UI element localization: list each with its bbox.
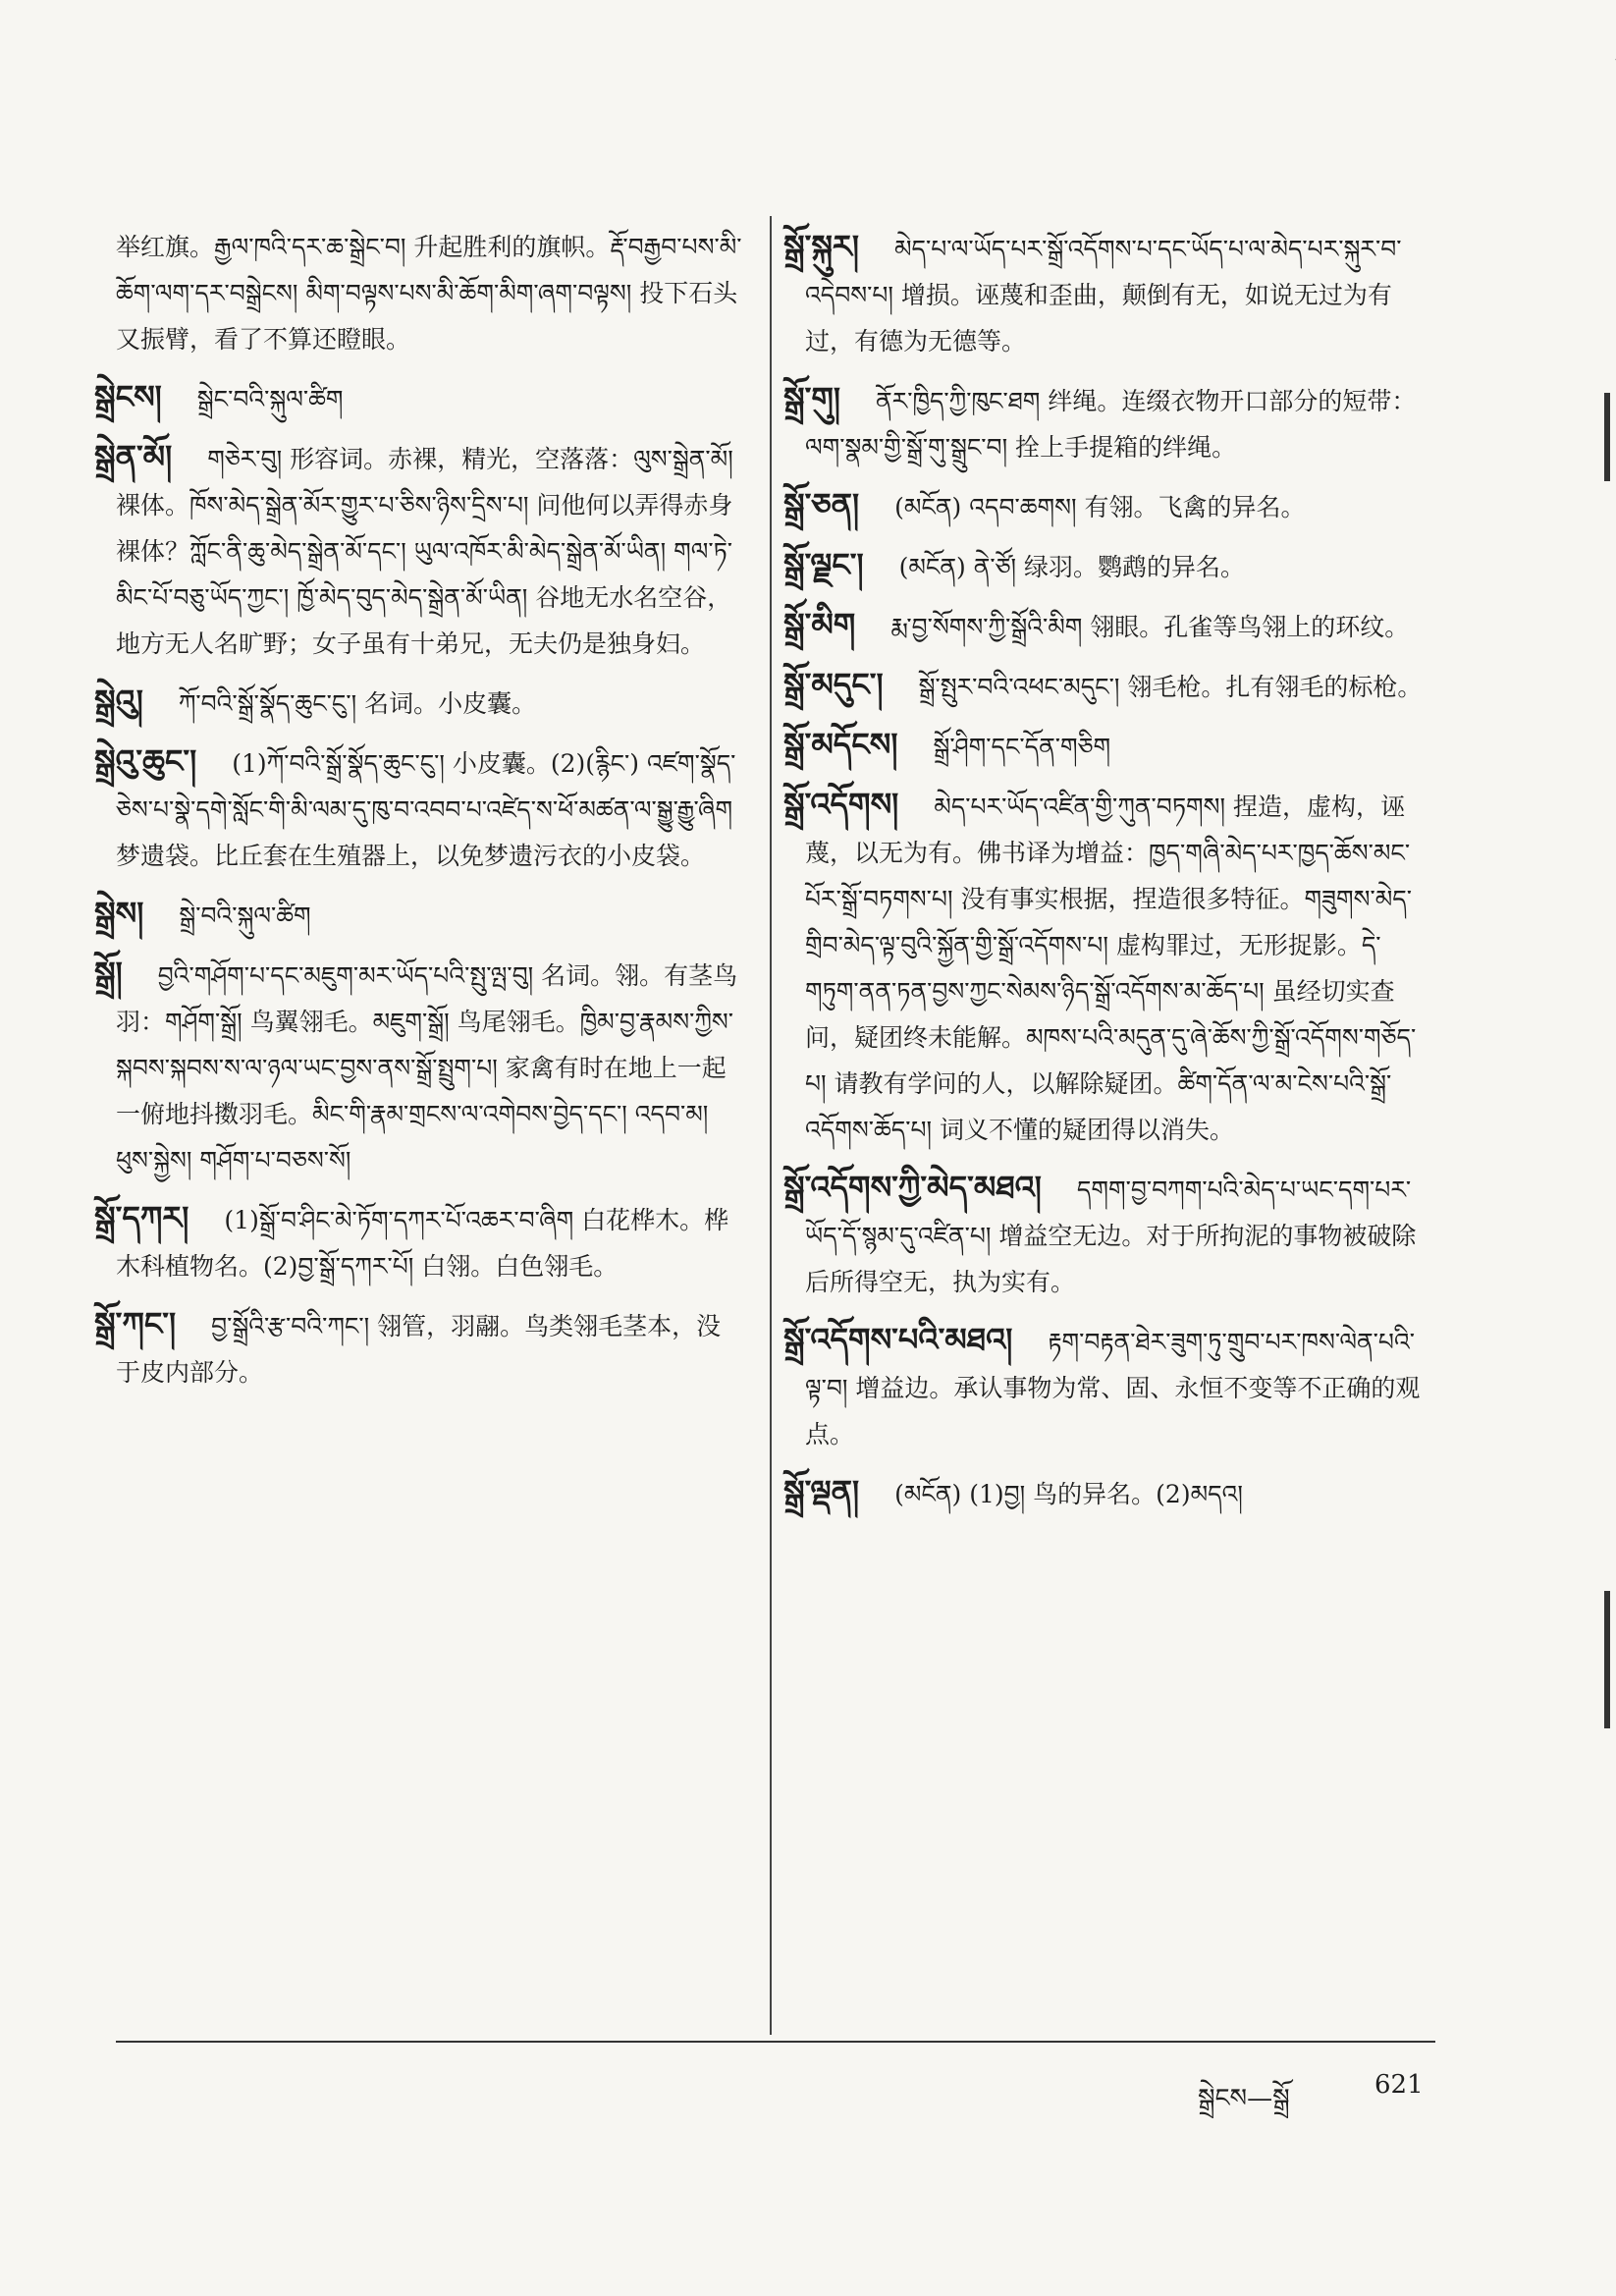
edge-binding-mark <box>1604 393 1610 481</box>
dictionary-entry <box>783 1165 1433 1305</box>
entry-definition: མེད་པར་ཡོད་འཛིན་གྱི་ཀུན་བཏགས། 捏造，虚构，诬蔑，以无为有。佛书译为增益：ཁྱད་གཞི་མེད་པར་ཁྱད་ཆོས་མང་པོར་སྒྲོ་བཏགས་པ། 没有事实根据，捏造很多特征。གཟུགས་མེད་གྲིབ་མེད་ལྟ་བུའི་སྐྱོན་གྱི་སྒྲོ་འདོགས་པ། 虚构罪过，无形捉影。དེ་གཏུག་ནན་ཏན་བྱས་ཀྱང་སེམས་ཉིད་སྒྲོ་འདོགས་མ་ཆོད་པ། 虽经切实查问，疑团终未能解。མཁས་པའི་མདུན་དུ་ཞེ་ཆོས་ཀྱི་སྒྲོ་འདོགས་གཅོད་པ། 请教有学问的人，以解除疑团。ཚིག་དོན་ལ་མ་ངེས་པའི་སྒྲོ་འདོགས་ཆོད་པ། 词义不懂的疑团得以消失。 <box>805 793 1417 1144</box>
entry-headword: སྒྲེངས། <box>94 378 162 415</box>
entry-definition: རྟག་བརྟན་ཐེར་ཟུག་ཏུ་གྲུབ་པར་ཁས་ལེན་པའི་ལྟ་བ། 增益边。承认事物为常、固、永恒不变等不正确的观点。 <box>805 1328 1421 1449</box>
entry-headword: སྒྲོ་ཅན། <box>783 486 860 523</box>
dictionary-entry <box>94 738 744 879</box>
entry-definition: (1)ཀོ་བའི་སྒྲོ་སྣོད་ཆུང་ངུ་། 小皮囊。(2)(རྙིང་) འཛག་སྣོད་ཅེས་པ་སྣེ་དགེ་སློང་གི་མི་ལམ་དུ་ཁུ་བ་འབབ་པ་འཛེད་ས་ཕོ་མཚན་ལ་སྒྱུ་རྒྱུ་ཞིག 梦遗袋。比丘套在生殖器上，以免梦遗污衣的小皮袋。 <box>116 749 736 870</box>
dictionary-entry <box>94 374 744 422</box>
dictionary-entry <box>94 434 744 667</box>
entry-headword: སྒྲོ་སྐུར། <box>783 228 859 265</box>
entry-headword: སྒྲེས། <box>94 895 144 932</box>
right-column <box>783 224 1433 1529</box>
entry-definition: རྨ་བྱ་སོགས་ཀྱི་སྒྲོའི་མིག 翎眼。孔雀等鸟翎上的环纹。 <box>890 613 1410 641</box>
entry-headword: སྒྲོ་མིག <box>783 606 856 643</box>
entry-headword: སྒྲེའུ་ཆུང་། <box>94 742 197 780</box>
entry-definition: སྒྲོ་སྤུར་བའི་འཕང་མདུང་། 翎毛枪。扎有翎毛的标枪。 <box>918 673 1423 701</box>
dictionary-entry <box>94 679 744 727</box>
entry-definition: ནོར་ཁྱིད་ཀྱི་ཁུང་ཐག 绊绳。连缀衣物开口部分的短带：ལག་སྣམ་གྱི་སྒྲོ་གུ་སྒྲུང་བ། 拴上手提箱的绊绳。 <box>805 387 1417 462</box>
entry-headword: སྒྲོ་གུ། <box>783 380 840 417</box>
entry-definition: བྱའི་གཤོག་པ་དང་མཇུག་མར་ཡོད་པའི་སྤུ་ལྤ་བུ། 名词。翎。有茎鸟羽：གཤོག་སྒྲོ། 鸟翼翎毛。མཇུག་སྒྲོ། 鸟尾翎毛。ཁྱིམ་བྱ་རྣམས་ཀྱིས་སྐབས་སྐབས་ས་ལ་ཉལ་ཡང་བྱས་ནས་སྒྲོ་སྤྲུག་པ། 家禽有时在地上一起一俯地抖擞羽毛。མིང་གི་རྣམ་གྲངས་ལ་འགེབས་བྱེད་དང་། འདབ་མ། ཕུས་སྐྱེས། གཤོག་པ་བཅས་སོ། <box>116 961 738 1175</box>
entry-definition: (མངོན) འདབ་ཆགས། 有翎。飞禽的异名。 <box>894 493 1306 521</box>
dictionary-entry <box>94 1195 744 1289</box>
dictionary-entry <box>116 224 744 362</box>
entry-headword: སྒྲོ་ལྡན། <box>783 1473 860 1510</box>
entry-headword: སྒྲོ་ལྗང་། <box>783 546 864 583</box>
dictionary-entry <box>94 891 744 939</box>
entry-headword: སྒྲོ་མདུང་། <box>783 666 884 703</box>
entry-definition: སྒྲེ་བའི་སྐུལ་ཚིག <box>179 902 311 930</box>
left-column <box>94 224 744 1407</box>
dictionary-entry <box>783 602 1433 650</box>
entry-definition: སྒྲོ་ཤིག་དང་དོན་གཅིག <box>933 733 1111 761</box>
entry-headword: སྒྲོ་འདོགས་པའི་མཐའ། <box>783 1321 1013 1358</box>
entry-definition: 举红旗。རྒྱལ་ཁའི་དར་ཆ་སྒྲེང་བ། 升起胜利的旗帜。རྡོ་བརྒྱབ་པས་མི་ཆོག་ལག་དར་བསྒྲེངས། མིག་བལྟས་པས་མི་ཆོག་མིག་ཞག་བལྟས། 投下石头又振臂，看了不算还瞪眼。 <box>116 233 742 354</box>
entry-definition: དགག་བྱ་བཀག་པའི་མེད་པ་ཡང་དག་པར་ཡོད་དོ་སྙམ་དུ་འཛིན་པ། 增益空无边。对于所拘泥的事物被破除后所得空无，执为实有。 <box>805 1175 1417 1296</box>
entry-definition: སྒྲེང་བའི་སྐུལ་ཚིག <box>196 385 344 413</box>
dictionary-entry <box>94 951 744 1183</box>
dictionary-entry <box>783 1317 1433 1457</box>
dictionary-entry <box>783 782 1433 1153</box>
entry-headword: སྒྲེན་མོ། <box>94 438 173 475</box>
dictionary-entry <box>783 722 1433 770</box>
dictionary-entry <box>783 376 1433 470</box>
dictionary-entry <box>94 1301 744 1395</box>
entry-headword: སྒྲོ་འདོགས། <box>783 786 899 823</box>
column-divider <box>770 216 772 2035</box>
dictionary-entry <box>783 542 1433 590</box>
entry-headword: སྒྲོ་མདོངས། <box>783 726 898 763</box>
dictionary-entry <box>783 1469 1433 1517</box>
dictionary-entry <box>783 662 1433 710</box>
entry-definition: (1)སྒྲོ་བ་ཤིང་མེ་ཏོག་དཀར་པོ་འཆར་བ་ཞིག 白花桦木。桦木科植物名。(2)བྱ་སྒྲོ་དཀར་པོ། 白翎。白色翎毛。 <box>116 1206 729 1281</box>
entry-headword: སྒྲོ་ཀང་། <box>94 1305 177 1342</box>
entry-definition: བྱ་སྒྲོའི་རྩ་བའི་ཀང་། 翎管，羽翮。鸟类翎毛茎本，没于皮内部分。 <box>116 1312 722 1387</box>
entry-headword: སྒྲོ་འདོགས་ཀྱི་མེད་མཐའ། <box>783 1169 1042 1206</box>
dictionary-entry <box>783 482 1433 530</box>
entry-definition: མེད་པ་ལ་ཡོད་པར་སྒྲོ་འདོགས་པ་དང་ཡོད་པ་ལ་མེད་པར་སྐུར་བ་འདེབས་པ། 增损。诬蔑和歪曲，颠倒有无，如说无过为有过，有德为无德等。 <box>805 235 1402 355</box>
entry-headword: སྒྲོ་དཀར། <box>94 1199 189 1236</box>
edge-binding-mark <box>1604 1591 1610 1728</box>
page-number: 621 <box>1374 2070 1424 2100</box>
entry-definition: གཅེར་བུ། 形容词。赤裸，精光，空落落：ལུས་སྒྲེན་མོ། 裸体。ཁོས་མེད་སྒྲེན་མོར་གྱུར་པ་ཅིས་ཉིས་དྲིས་པ། 问他何以弄得赤身裸体？ཀློང་ནི་ཆུ་མེད་སྒྲེན་མོ་དང་། ཡུལ་འཁོར་མི་མེད་སྒྲེན་མོ་ཡིན། གལ་ཏེ་མིང་པོ་བཅུ་ཡོད་ཀྱང་། ཁྱོ་མེད་བུད་མེད་སྒྲེན་མོ་ཡིན། 谷地无水名空谷，地方无人名旷野；女子虽有十弟兄，无夫仍是独身妇。 <box>116 445 733 658</box>
footer-rule <box>116 2041 1435 2043</box>
entry-definition: ཀོ་བའི་སྒྲོ་སྣོད་ཆུང་ངུ་། 名词。小皮囊。 <box>178 689 537 718</box>
entry-definition: (མངོན) (1)བྱ། 鸟的异名。(2)མདའ། <box>894 1480 1243 1508</box>
entry-definition: (མངོན) ནེ་ཙོ། 绿羽。鹦鹉的异名。 <box>898 553 1246 581</box>
dictionary-entry <box>783 224 1433 364</box>
running-guide-words: སྒྲེངས—སྒྲོ <box>1198 2084 1290 2113</box>
entry-headword: སྒྲེའུ། <box>94 683 143 720</box>
entry-headword: སྒྲོ། <box>94 955 123 992</box>
